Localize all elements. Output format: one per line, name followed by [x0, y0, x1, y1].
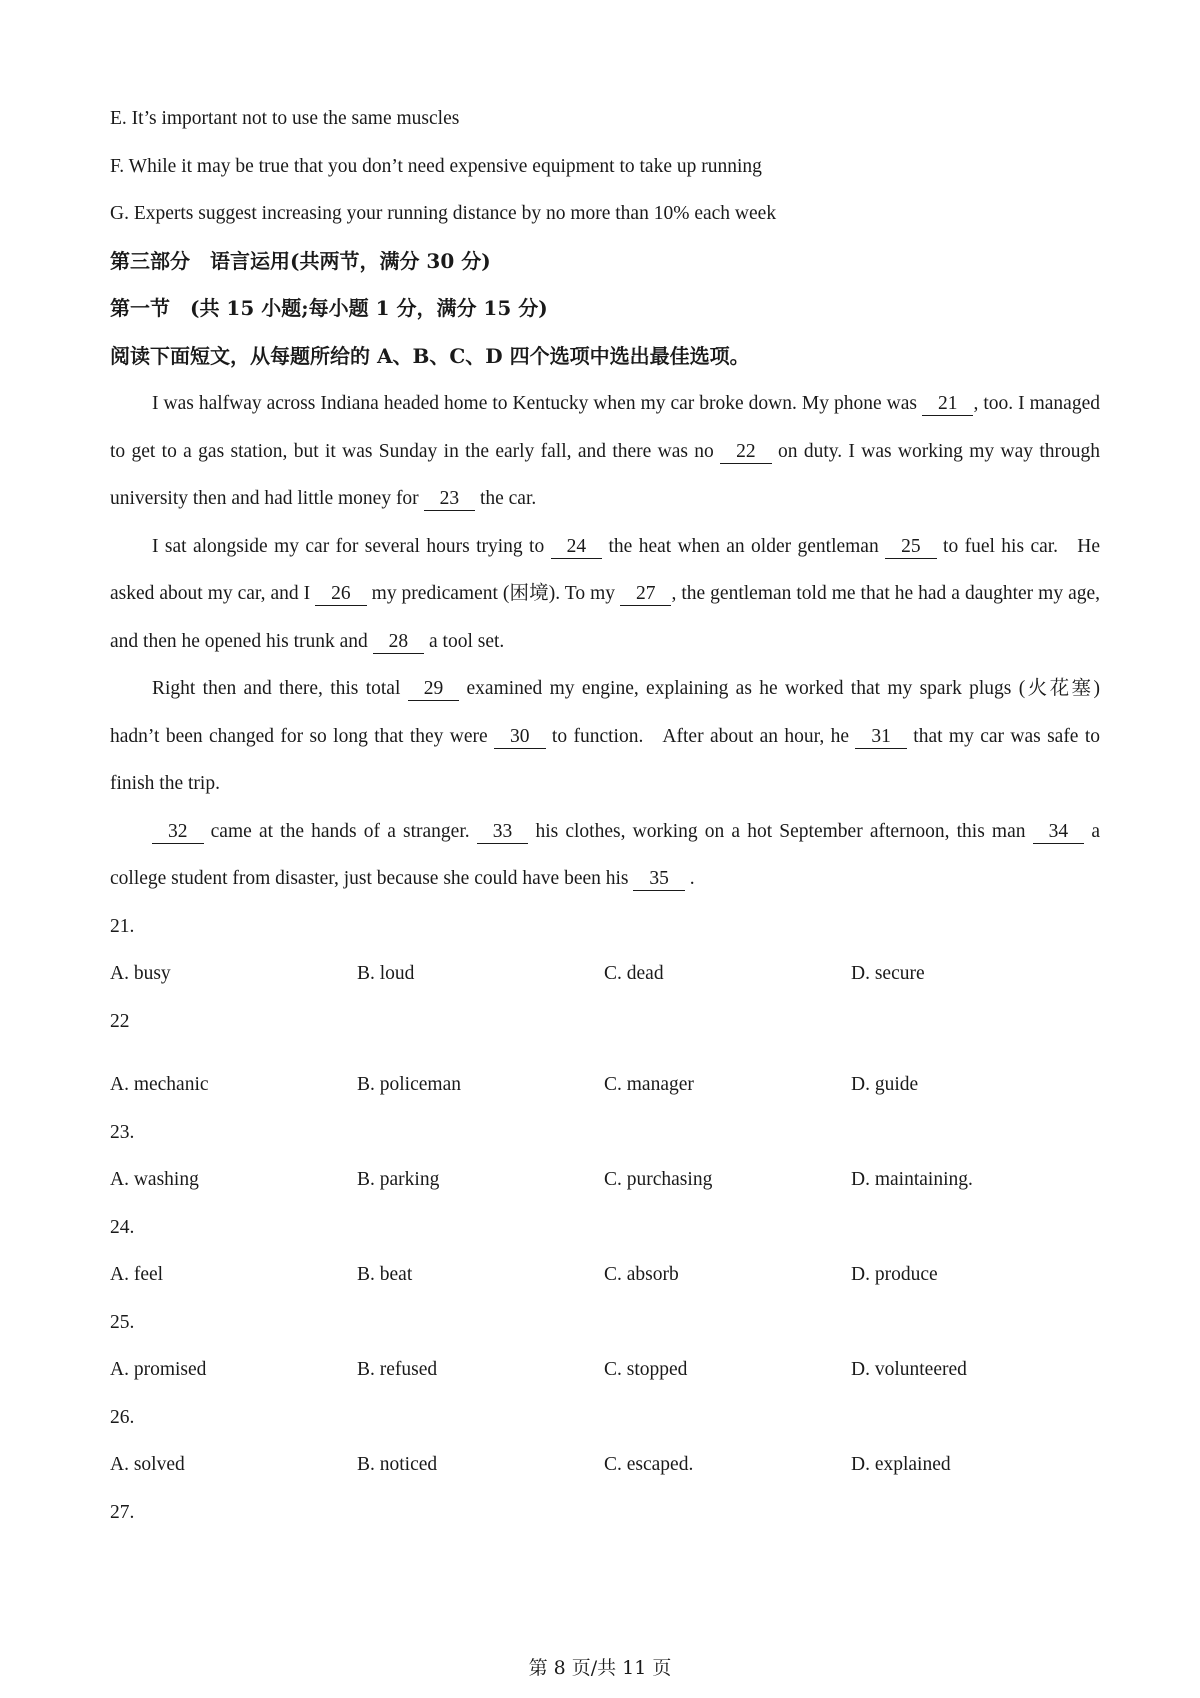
subsection-title: 第一节 (共 15 小题;每小题 1 分，满分 15 分): [110, 296, 548, 320]
blank-32: 32: [152, 821, 204, 844]
question-options-21: [110, 950, 1100, 998]
question-number-24: 24.: [110, 1216, 135, 1238]
choice-d: D. explained: [851, 1454, 951, 1475]
choice-c: C. absorb: [604, 1264, 679, 1285]
question-number-25: 25.: [110, 1311, 135, 1333]
passage-text: my predicament (困境). To my: [366, 583, 620, 604]
passage-text: that my car was safe to finish the trip.: [110, 725, 1101, 794]
passage-text: , the gentleman told me that he had a daughter my age, and then he opened his trunk and: [110, 583, 1101, 652]
choice-a: A. mechanic: [110, 1074, 209, 1095]
passage-text: to function. After about an hour, he: [545, 725, 856, 747]
blank-34: 34: [1033, 821, 1085, 844]
choice-c: C. dead: [604, 963, 664, 984]
choice-b: B. beat: [357, 1264, 413, 1285]
blank-35: 35: [633, 868, 685, 891]
passage-paragraph-1: [110, 380, 1100, 523]
passage-text: a college student from disaster, just because she could have been his: [110, 820, 1100, 889]
choice-d: D. produce: [851, 1264, 938, 1285]
passage-text: his clothes, working on a hot September afternoon, this man: [528, 820, 1033, 842]
choice-b: B. refused: [357, 1359, 438, 1380]
blank-33: 33: [477, 821, 529, 844]
instruction: 阅读下面短文，从每题所给的 A、B、C、D 四个选项中选出最佳选项。: [110, 343, 750, 368]
blank-24: 24: [551, 536, 603, 559]
choice-d: D. maintaining.: [851, 1169, 973, 1190]
choice-d: D. secure: [851, 963, 925, 984]
choice-b: B. policeman: [357, 1074, 461, 1095]
blank-28: 28: [373, 631, 425, 654]
passage-text: to fuel his car. He asked about my car, and I: [110, 535, 1100, 604]
choice-b: B. noticed: [357, 1454, 438, 1475]
choice-d: D. volunteered: [851, 1359, 967, 1380]
option-f: F. While it may be true that you don’t need expensive equipment to take up running: [110, 155, 762, 177]
passage-paragraph-3: [110, 665, 1100, 808]
passage-text: , too. I managed to get to a gas station, but it was Sunday in the early fall, and there was no: [110, 393, 1100, 462]
blank-29: 29: [408, 678, 460, 701]
option-e: E. It’s important not to use the same muscles: [110, 108, 460, 129]
question-options-26: [110, 1441, 1100, 1489]
page-footer: 第 8 页/共 11 页: [528, 1657, 672, 1679]
section-title: 第三部分 语言运用(共两节，满分 30 分): [110, 248, 491, 273]
passage-text: examined my engine, explaining as he worked that my spark plugs (火花塞) hadn’t been changed for so long that they were: [110, 678, 1100, 747]
passage-text: I sat alongside my car for several hours trying to: [152, 535, 551, 557]
question-number-26: 26.: [110, 1406, 135, 1428]
passage-text: the heat when an older gentleman: [602, 535, 886, 557]
question-options-22: [110, 1061, 1100, 1109]
choice-c: C. stopped: [604, 1359, 688, 1380]
passage-text: a tool set.: [424, 630, 505, 652]
choice-a: A. solved: [110, 1454, 185, 1475]
passage-text: the car.: [475, 488, 537, 509]
blank-25: 25: [885, 536, 937, 559]
blank-31: 31: [855, 726, 907, 749]
question-number-27: 27.: [110, 1501, 135, 1523]
choice-a: A. washing: [110, 1169, 199, 1190]
choice-c: C. escaped.: [604, 1454, 694, 1475]
choice-c: C. purchasing: [604, 1169, 713, 1190]
blank-27: 27: [620, 583, 672, 606]
question-number-23: 23.: [110, 1121, 135, 1143]
choice-a: A. busy: [110, 963, 171, 984]
passage-text: .: [684, 868, 695, 889]
choice-a: A. promised: [110, 1359, 207, 1380]
question-options-25: [110, 1346, 1100, 1394]
question-options-23: [110, 1156, 1100, 1204]
option-g: G. Experts suggest increasing your running distance by no more than 10% each week: [110, 203, 777, 224]
passage-text: Right then and there, this total: [152, 678, 408, 699]
spacer: [110, 1045, 1100, 1061]
blank-26: 26: [315, 583, 367, 606]
blank-30: 30: [494, 726, 546, 749]
choice-b: B. parking: [357, 1169, 440, 1190]
choice-c: C. manager: [604, 1074, 694, 1095]
page-content: [110, 95, 1100, 1536]
choice-a: A. feel: [110, 1264, 164, 1285]
passage-text: I was halfway across Indiana headed home to Kentucky when my car broke down. My phone was: [152, 393, 922, 414]
passage-text: came at the hands of a stranger.: [203, 820, 477, 842]
blank-21: 21: [922, 393, 974, 416]
question-number-21: 21.: [110, 915, 135, 937]
blank-23: 23: [424, 488, 476, 511]
choice-d: D. guide: [851, 1074, 919, 1095]
passage-paragraph-4: [110, 808, 1100, 903]
question-number-22: 22: [110, 1010, 130, 1032]
choice-b: B. loud: [357, 963, 415, 984]
blank-22: 22: [720, 441, 772, 464]
question-options-24: [110, 1251, 1100, 1299]
passage-paragraph-2: [110, 523, 1100, 666]
passage-text: on duty. I was working my way through university then and had little money for: [110, 440, 1101, 509]
